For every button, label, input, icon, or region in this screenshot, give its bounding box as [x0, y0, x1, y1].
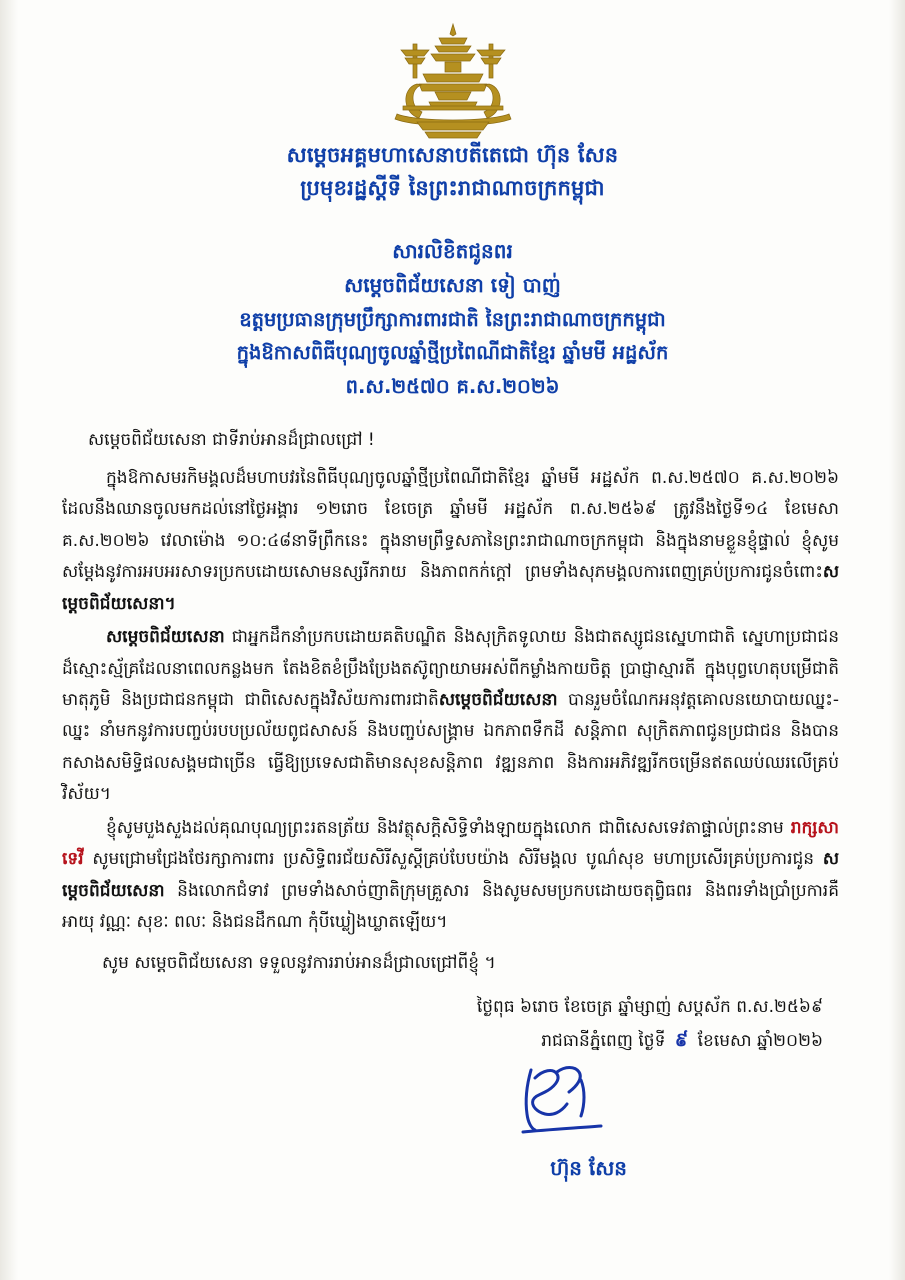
paragraph-2-emphasis-2: សម្តេចពិជ័យសេនា	[438, 689, 558, 710]
signature-day-handwritten: ៩	[674, 1029, 689, 1052]
title-line-4: ក្នុងឱកាសពិធីបុណ្យចូលឆ្នាំថ្មីប្រពៃណីជាតិខ្មែរ ឆ្នាំមមី អដ្ឋស័ក	[236, 341, 669, 365]
letterhead-line-1: សម្តេចអគ្គមហាសេនាបតីតេជោ ហ៊ុន សែន	[286, 143, 619, 167]
emblem-container	[0, 0, 905, 135]
paragraph-2-lead-emphasis: សម្តេចពិជ័យសេនា	[106, 627, 225, 648]
paragraph-3-deity-name: រាក្សសាទេវី	[62, 817, 839, 870]
closing-line: សូម សម្តេចពិជ័យសេនា ទទួលនូវការរាប់អានដ៏ជ្រាលជ្រៅពីខ្ញុំ ។	[102, 953, 496, 974]
signature-place-post: ខែមេសា ឆ្នាំ២០២៦	[692, 1031, 823, 1052]
title-line-1: សារលិខិតជូនពរ	[392, 239, 513, 264]
signature-place-line	[0, 1023, 823, 1058]
signature-date-khmer: ថ្ងៃពុធ ៦រោច ខែចេត្រ ឆ្នាំម្សាញ់ សប្តស័ក ព.ស.២៥៦៩	[476, 996, 823, 1017]
letter-body	[62, 425, 839, 979]
signature-block	[0, 992, 905, 1188]
letterhead-line-2: ប្រមុខរដ្ឋស្តីទី នៃព្រះរាជាណាចក្រកម្ពុជា	[300, 175, 605, 200]
paragraph-3	[62, 813, 839, 939]
paragraph-2-text: ជាអ្នកដឹកនាំប្រកបដោយគតិបណ្ឌិត និងសុក្រិតទូលាយ និងជាតស្សូជនស្នេហាជាតិ ស្នេហាប្រជាជនដ៏ស្មោះស្ម័គ្រដែលនាពេលកន្លងមក តែងខិតខំប្រឹងប្រែងតស៊ូព្យាយាមអស់ពីកម្លាំងកាយចិត្ត ប្រាជ្ញាស្មារតី ក្នុងបុព្វហេតុបម្រើជាតិមាតុភូមិ និងប្រជាជនកម្ពុជា ជាពិសេសក្នុងវិស័យការពារជាតិ	[62, 627, 839, 710]
paragraph-1	[62, 463, 839, 620]
paragraph-2-text-b: បានរួមចំណែកអនុវត្តគោលនយោបាយឈ្នះ-ឈ្នះ នាំមកនូវការបញ្ចប់របបប្រល័យពូជសាសន៍ និងបញ្ចប់សង្គ្រាម ឯកភាពទឹកដី សន្តិភាព សុក្រិតភាពជូនប្រជាជន និងបានកសាងសមិទ្ធិផលសង្គមជាច្រើន ធ្វើឱ្យប្រទេសជាតិមានសុខសន្តិភាព វឌ្ឍនភាព និងការអភិវឌ្ឍរីកចម្រើនឥតឈប់ឈរលើគ្រប់វិស័យ។	[62, 689, 839, 805]
signature-place-pre: រាជធានីភ្នំពេញ ថ្ងៃទី	[541, 1031, 671, 1052]
royal-cambodia-emblem-icon	[373, 22, 533, 142]
signature-area	[0, 1062, 823, 1154]
paragraph-3-emphasis: សម្តេចពិជ័យសេនា	[62, 849, 839, 901]
paragraph-3-text-pre: ខ្ញុំសូមបួងសួងដល់គុណបុណ្យព្រះរតនត្រ័យ និងវត្ថុសក្តិសិទ្ធិទាំងឡាយក្នុងលោក ជាពិសេសទេវតាផ្ទាល់ព្រះនាម	[106, 817, 791, 838]
paragraph-3-text-post2: និងលោកជំទាវ ព្រមទាំងសាច់ញាតិក្រុមគ្រួសារ និងសូមសមប្រកបដោយចតុព្វិធពរ និងពរទាំងប្រាំប្រការគឺ អាយុ វណ្ណៈ សុខៈ ពលៈ និងជនដឹកណា កុំបីឃ្លៀងឃ្លាតឡើយ។	[62, 880, 839, 933]
handwritten-signature-icon	[497, 1060, 627, 1146]
paragraph-3-text-post: សូមជ្រោមជ្រែងថែរក្សាការពារ ប្រសិទ្ធិពរជ័យសិរីសួស្តីគ្រប់បែបយ៉ាង សិរីមង្គល បូណ៌សុខ មហាប្រសើរគ្រប់ប្រការជូន	[83, 849, 823, 870]
title-line-5: ព.ស.២៥៧០ គ.ស.២០២៦	[345, 374, 560, 398]
document-title-block	[0, 234, 905, 403]
paragraph-2	[62, 622, 839, 811]
paragraph-1-emphasis: សម្តេចពិជ័យសេនា។	[62, 562, 839, 614]
title-line-2: សម្តេចពិជ័យសេនា ទៀ បាញ់	[344, 273, 561, 298]
paragraph-1-text: ក្នុងឱកាសមរកិមង្គលដ៏មហាបវរនៃពិធីបុណ្យចូលឆ្នាំថ្មីប្រពៃណីជាតិខ្មែរ ឆ្នាំមមី អដ្ឋស័ក ព.ស.២៥៧០ គ.ស.២០២៦ ដែលនឹងឈានចូលមកដល់នៅថ្ងៃអង្គារ ១២រោច ខែចេត្រ ឆ្នាំមមី អដ្ឋស័ក ព.ស.២៥៦៩ ត្រូវនឹងថ្ងៃទី១៤ ខែមេសា គ.ស.២០២៦ វេលាម៉ោង ១០:៤៨នាទីព្រឹកនេះ ក្នុងនាមព្រឹទ្ធសភានៃព្រះរាជាណាចក្រកម្ពុជា និងក្នុងនាមខ្លួនខ្ញុំផ្ទាល់ ខ្ញុំសូមសម្តែងនូវការអបអរសាទរប្រកបដោយសោមនស្សរីករាយ និងភាពកក់ក្តៅ ព្រមទាំងសុភមង្គលការពេញគ្រប់ប្រការជូនចំពោះ	[62, 467, 839, 583]
title-line-3: ឧត្តមប្រធានក្រុមប្រឹក្សាការពារជាតិ នៃព្រះរាជាណាចក្រកម្ពុជា	[239, 307, 666, 331]
salutation: សម្តេចពិជ័យសេនា ជាទីរាប់អានដ៏ជ្រាលជ្រៅ !	[88, 430, 375, 451]
letterhead	[0, 139, 905, 204]
signer-name: ហ៊ុន សែន	[550, 1156, 627, 1181]
